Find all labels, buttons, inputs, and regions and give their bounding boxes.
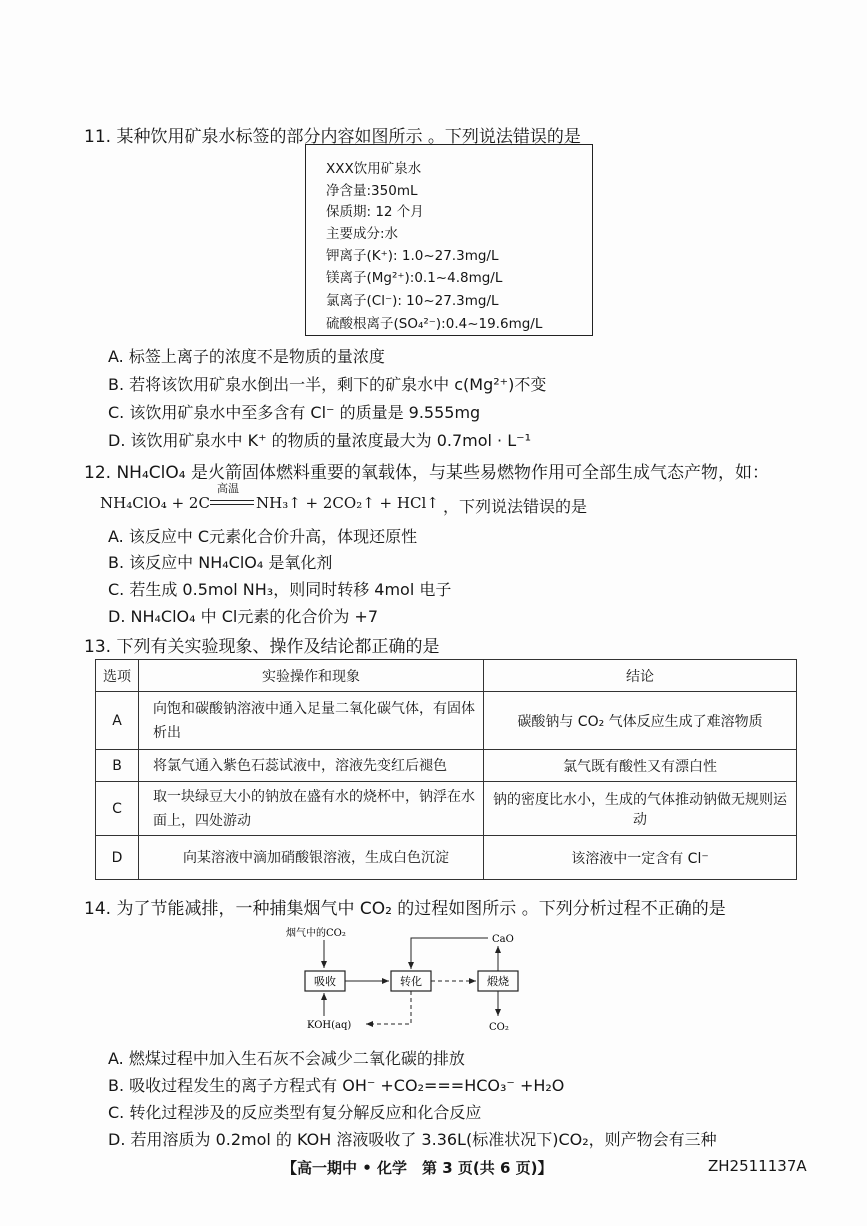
label-line: 硫酸根离子(SO₄²⁻):0.4~19.6mg/L xyxy=(326,316,543,332)
flue-gas-label: 烟气中的CO₂ xyxy=(286,928,346,939)
q11-option-b: B. 若将该饮用矿泉水倒出一半，剩下的矿泉水中 c(Mg²⁺)不变 xyxy=(108,375,547,394)
calcine-label: 煅烧 xyxy=(487,975,509,988)
row-option: C xyxy=(96,782,139,836)
experiment-table xyxy=(95,659,797,880)
table-row xyxy=(96,836,797,880)
exam-code: ZH2511137A xyxy=(708,1157,807,1175)
equation-equals-line xyxy=(210,504,254,505)
mineral-water-label xyxy=(305,144,593,336)
convert-label: 转化 xyxy=(400,975,422,988)
koh-label: KOH(aq) xyxy=(307,1020,352,1031)
header-operation: 实验操作和现象 xyxy=(139,660,484,692)
row-option: B xyxy=(96,750,139,782)
equation-equals-line xyxy=(210,500,254,501)
q14-option-a: A. 燃煤过程中加入生石灰不会减少二氧化碳的排放 xyxy=(108,1049,465,1068)
label-line: 钾离子(K⁺): 1.0~27.3mg/L xyxy=(326,248,499,264)
co2-output-label: CO₂ xyxy=(489,1022,509,1033)
equation-reactants: NH₄ClO₄ + 2C xyxy=(100,494,210,512)
equation-tail: ，下列说法错误的是 xyxy=(443,497,588,516)
q11-option-c: C. 该饮用矿泉水中至多含有 Cl⁻ 的质量是 9.555mg xyxy=(108,403,481,422)
row-operation: 将氯气通入紫色石蕊试液中，溶液先变红后褪色 xyxy=(139,750,484,782)
row-conclusion: 碳酸钠与 CO₂ 气体反应生成了难溶物质 xyxy=(484,692,797,750)
q12-option-c: C. 若生成 0.5mol NH₃，则同时转移 4mol 电子 xyxy=(108,580,452,599)
absorb-label: 吸收 xyxy=(314,975,336,988)
q13-stem: 13. 下列有关实验现象、操作及结论都正确的是 xyxy=(84,637,440,657)
q14-stem: 14. 为了节能减排，一种捕集烟气中 CO₂ 的过程如图所示 。下列分析过程不正确的是 xyxy=(84,899,726,919)
header-conclusion: 结论 xyxy=(484,660,797,692)
q12-option-d: D. NH₄ClO₄ 中 Cl元素的化合价为 +7 xyxy=(108,607,378,626)
equation-products: NH₃↑ + 2CO₂↑ + HCl↑ xyxy=(256,494,439,512)
label-line: 净含量:350mL xyxy=(326,183,418,199)
row-conclusion: 钠的密度比水小，生成的气体推动钠做无规则运动 xyxy=(484,782,797,836)
q11-option-d: D. 该饮用矿泉水中 K⁺ 的物质的量浓度最大为 0.7mol · L⁻¹ xyxy=(108,431,531,450)
co2-capture-diagram xyxy=(280,924,560,1036)
label-line: XXX饮用矿泉水 xyxy=(326,161,422,177)
table-header-row xyxy=(96,660,797,692)
label-line: 保质期: 12 个月 xyxy=(326,204,424,220)
q11-stem: 11. 某种饮用矿泉水标签的部分内容如图所示 。下列说法错误的是 xyxy=(84,127,581,147)
header-option: 选项 xyxy=(96,660,139,692)
row-operation: 向某溶液中滴加硝酸银溶液，生成白色沉淀 xyxy=(139,836,484,880)
table-row xyxy=(96,692,797,750)
convert-to-koh-arrow xyxy=(366,991,411,1024)
label-line: 氯离子(Cl⁻): 10~27.3mg/L xyxy=(326,293,499,309)
label-line: 主要成分:水 xyxy=(326,226,399,242)
label-line: 镁离子(Mg²⁺):0.1~4.8mg/L xyxy=(326,270,503,286)
table-row xyxy=(96,782,797,836)
q14-option-d: D. 若用溶质为 0.2mol 的 KOH 溶液吸收了 3.36L(标准状况下)CO₂，则产物会有三种 xyxy=(108,1130,717,1149)
row-option: D xyxy=(96,836,139,880)
row-operation: 取一块绿豆大小的钠放在盛有水的烧杯中，钠浮在水面上，四处游动 xyxy=(139,782,484,836)
row-conclusion: 该溶液中一定含有 Cl⁻ xyxy=(484,836,797,880)
q12-option-a: A. 该反应中 C元素化合价升高，体现还原性 xyxy=(108,527,418,546)
q11-option-a: A. 标签上离子的浓度不是物质的量浓度 xyxy=(108,347,385,366)
q12-stem: 12. NH₄ClO₄ 是火箭固体燃料重要的氧载体，与某些易燃物作用可全部生成气态产物，如： xyxy=(84,463,769,483)
table-row xyxy=(96,750,797,782)
cao-label: CaO xyxy=(492,934,514,945)
q14-option-c: C. 转化过程涉及的反应类型有复分解反应和化合反应 xyxy=(108,1103,482,1122)
q14-option-b: B. 吸收过程发生的离子方程式有 OH⁻ +CO₂===HCO₃⁻ +H₂O xyxy=(108,1076,565,1095)
q12-option-b: B. 该反应中 NH₄ClO₄ 是氧化剂 xyxy=(108,553,333,572)
row-option: A xyxy=(96,692,139,750)
page-footer: 【高一期中 • 化学 第 3 页(共 6 页)】 xyxy=(282,1159,553,1177)
row-operation: 向饱和碳酸钠溶液中通入足量二氧化碳气体，有固体析出 xyxy=(139,692,484,750)
cao-to-convert-arrow xyxy=(411,938,488,969)
row-conclusion: 氯气既有酸性又有漂白性 xyxy=(484,750,797,782)
equation-condition: 高温 xyxy=(217,482,239,495)
